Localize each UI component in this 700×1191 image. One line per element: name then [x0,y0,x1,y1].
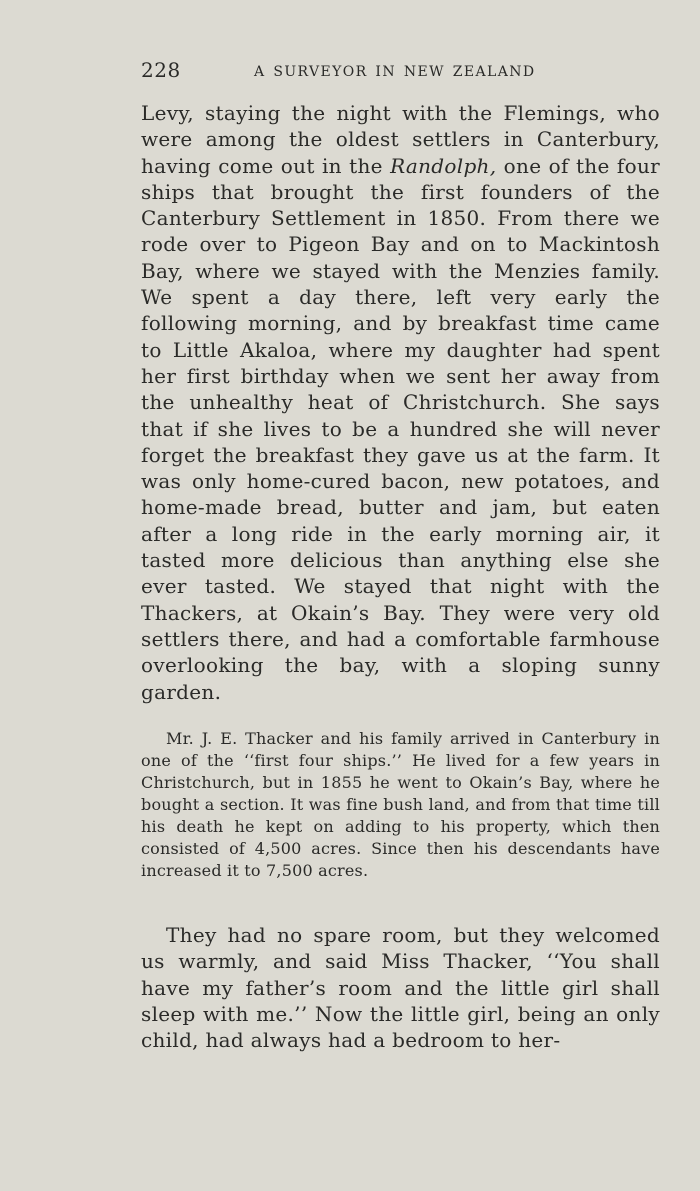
page-number: 228 [141,58,181,82]
ship-name: Randolph, [390,153,497,178]
main-paragraph [141,100,660,705]
page-header [141,58,661,88]
running-head: A SURVEYOR IN NEW ZEALAND [254,64,536,80]
main-paragraph-text-end: one of the four ships that brought the first founders of the Canterbury Settlement in 1850. From there we rode over to Pigeon Bay and on to Mackintosh Bay, where we stayed with the Menzies family. We spent a day there, left very early the following morning, and by breakfast time came to Little Akaloa, where my daughter had spent her first birthday when we sent her away from the unhealthy heat of Christchurch. She says that if she lives to be a hundred she will never forget the breakfast they gave us at the farm. It was only home-cured bacon, new potatoes, and home-made bread, butter and jam, but eaten after a long ride in the early morning air, it tasted more delicious than anything else she ever tasted. We stayed that night with the Thackers, at Okain’s Bay. They were very old settlers there, and had a comfortable farmhouse overlooking the bay, with a sloping sunny garden. [141,153,660,704]
continuing-paragraph: They had no spare room, but they welcomed us warmly, and said Miss Thacker, ‘‘You shall have my father’s room and the little girl shall sleep with me.’’ Now the little girl, being an only child, had always had a bedroom to her- [141,923,660,1053]
main-paragraph-text-start: Levy, staying the night with the Flemings, who were among the oldest settlers in Canterbury, having come out in the [141,101,660,178]
historical-note: Mr. J. E. Thacker and his family arrived in Canterbury in one of the ‘‘first four ships.’’ He lived for a few years in Christchurch, but in 1855 he went to Okain’s Bay, where he bought a section. It was fine bush land, and from that time till his death he kept on adding to his property, which then consisted of 4,500 acres. Since then his descendants have increased it to 7,500 acres. [141,729,660,880]
